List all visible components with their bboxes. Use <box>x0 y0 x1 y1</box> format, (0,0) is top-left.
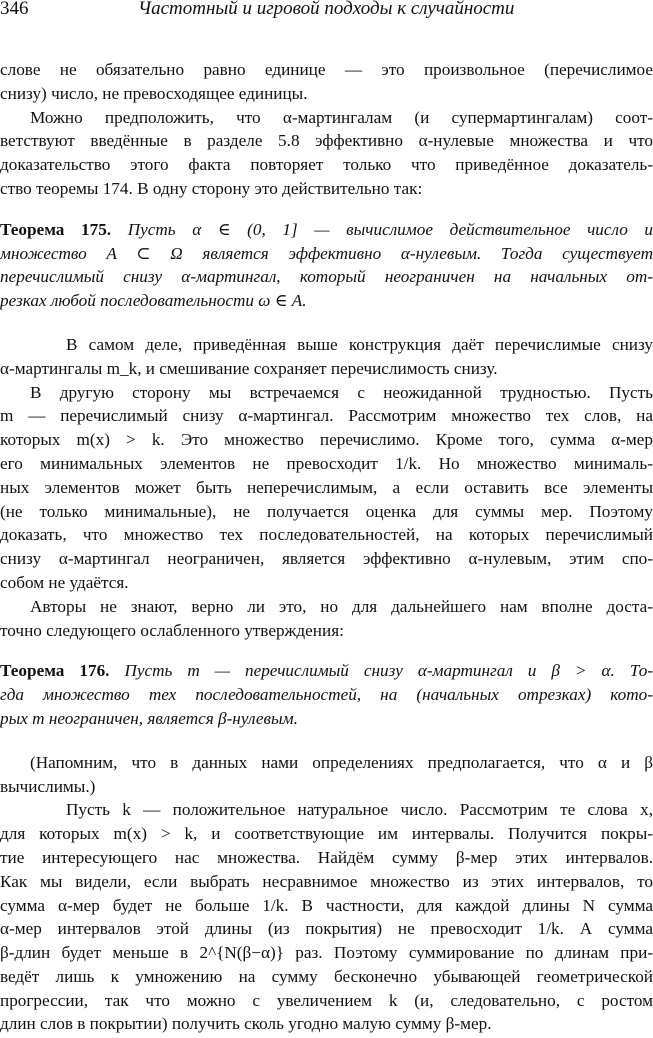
text-line: (Напомним, что в данных нами определениях предполагается, что α и β <box>30 752 653 772</box>
spacer <box>0 642 653 659</box>
theorem-175-label: Теорема 175. <box>0 219 112 239</box>
text-line: ство теоремы 174. В одну сторону это действительно так: <box>0 178 423 198</box>
theorem-175-line: перечислимый снизу α-мартингал, который неограничен на начальных от- <box>0 267 653 287</box>
text-line: Авторы не знают, верно ли это, но для дальнейшего нам вполне доста- <box>30 596 653 616</box>
theorem-176-label: Теорема 176. <box>0 661 110 681</box>
text-line: которых m(x) > k. Это множество перечислимо. Кроме того, сумма α-мер <box>0 430 653 450</box>
text-line: доказательство этого факта повторяет только что приведённое доказатель- <box>0 155 653 175</box>
text-line: точно следующего ослабленного утверждения: <box>0 620 344 640</box>
text-line: (не только минимальные), не получается оценка для суммы мер. Поэтому <box>0 501 653 521</box>
text-line: В самом деле, приведённая выше конструкция даёт перечислимые снизу <box>66 334 653 354</box>
theorem-176-line: гда множество тех последовательностей, на (начальных отрезках) кото- <box>0 685 653 705</box>
text-line: его минимальных элементов не превосходит 1/k. Но множество минималь- <box>0 453 653 473</box>
text-line: α-мер интервалов этой длины (из покрытия) не превосходит 1/k. А сумма <box>0 919 653 939</box>
text-line: слове не обязательно равно единице — это произвольное (перечислимое <box>0 60 653 79</box>
theorem-175-line: Теорема 175. Пусть α ∈ (0, 1] — вычислимое действительное число и <box>0 219 653 239</box>
text-line: β-длин будет меньше в 2^{N(β−α)} раз. Поэтому суммирование по длинам при- <box>0 943 653 963</box>
body-text <box>0 58 653 1036</box>
text-line: сумма α-мер будет не больше 1/k. В частности, для каждой длины N сумма <box>0 895 653 915</box>
text-line: m — перечислимый снизу α-мартингал. Рассмотрим множество тех слов, на <box>0 406 653 426</box>
text-line: тие интересующего нас множества. Найдём сумму β-мер этих интервалов. <box>0 847 653 867</box>
text-line: ведёт лишь к умножению на сумму бесконечно убывающей геометрической <box>0 966 653 986</box>
text-line: доказать, что множество тех последовательностей, на которых перечислимый <box>0 525 653 545</box>
running-head <box>0 0 653 21</box>
text-line: В другую сторону мы встречаемся с неожиданной трудностью. Пусть <box>30 382 653 402</box>
theorem-175-line: резках любой последовательности ω ∈ A. <box>0 291 307 311</box>
text-line: снизу) число, не превосходящее единицы. <box>0 83 308 103</box>
text-line: прогрессии, так что можно с увеличением k (и, следовательно, с ростом <box>0 990 653 1010</box>
theorem-175-line: множество A ⊂ Ω является эффективно α-нулевым. Тогда существует <box>0 243 653 263</box>
text-line: собом не удаётся. <box>0 572 129 592</box>
running-title: Частотный и игровой подходы к случайности <box>138 0 515 19</box>
text-line: длин слов в покрытии) получить сколь угодно малую сумму β-мер. <box>0 1014 492 1034</box>
text-line: Можно предположить, что α-мартингалам (и супермартингалам) соот- <box>30 107 653 127</box>
spacer <box>0 731 653 751</box>
theorem-176-line: Теорема 176. Пусть m — перечислимый снизу α-мартингал и β > α. То- <box>0 661 653 681</box>
spacer <box>0 313 653 333</box>
spacer <box>0 201 653 218</box>
text-line: α-мартингалы m_k, и смешивание сохраняет перечислимость снизу. <box>0 358 498 378</box>
text-line: Как мы видели, если выбрать несравнимое множество из этих интервалов, то <box>0 871 653 891</box>
theorem-176-line: рых m неограничен, является β-нулевым. <box>0 708 298 728</box>
text-line: для которых m(x) > k, и соответствующие им интервалы. Получится покры- <box>0 824 653 844</box>
page-number: 346 <box>0 0 29 19</box>
text-line: ных элементов может быть неперечислимым, а если оставить все элементы <box>0 477 653 497</box>
text-line: вычислимы.) <box>0 776 96 796</box>
text-line: снизу α-мартингал неограничен, является эффективно α-нулевым, этим спо- <box>0 549 653 569</box>
text-line: Пусть k — положительное натуральное число. Рассмотрим те слова x, <box>66 800 653 820</box>
text-line: ветствуют введённые в разделе 5.8 эффективно α-нулевые множества и что <box>0 131 653 151</box>
